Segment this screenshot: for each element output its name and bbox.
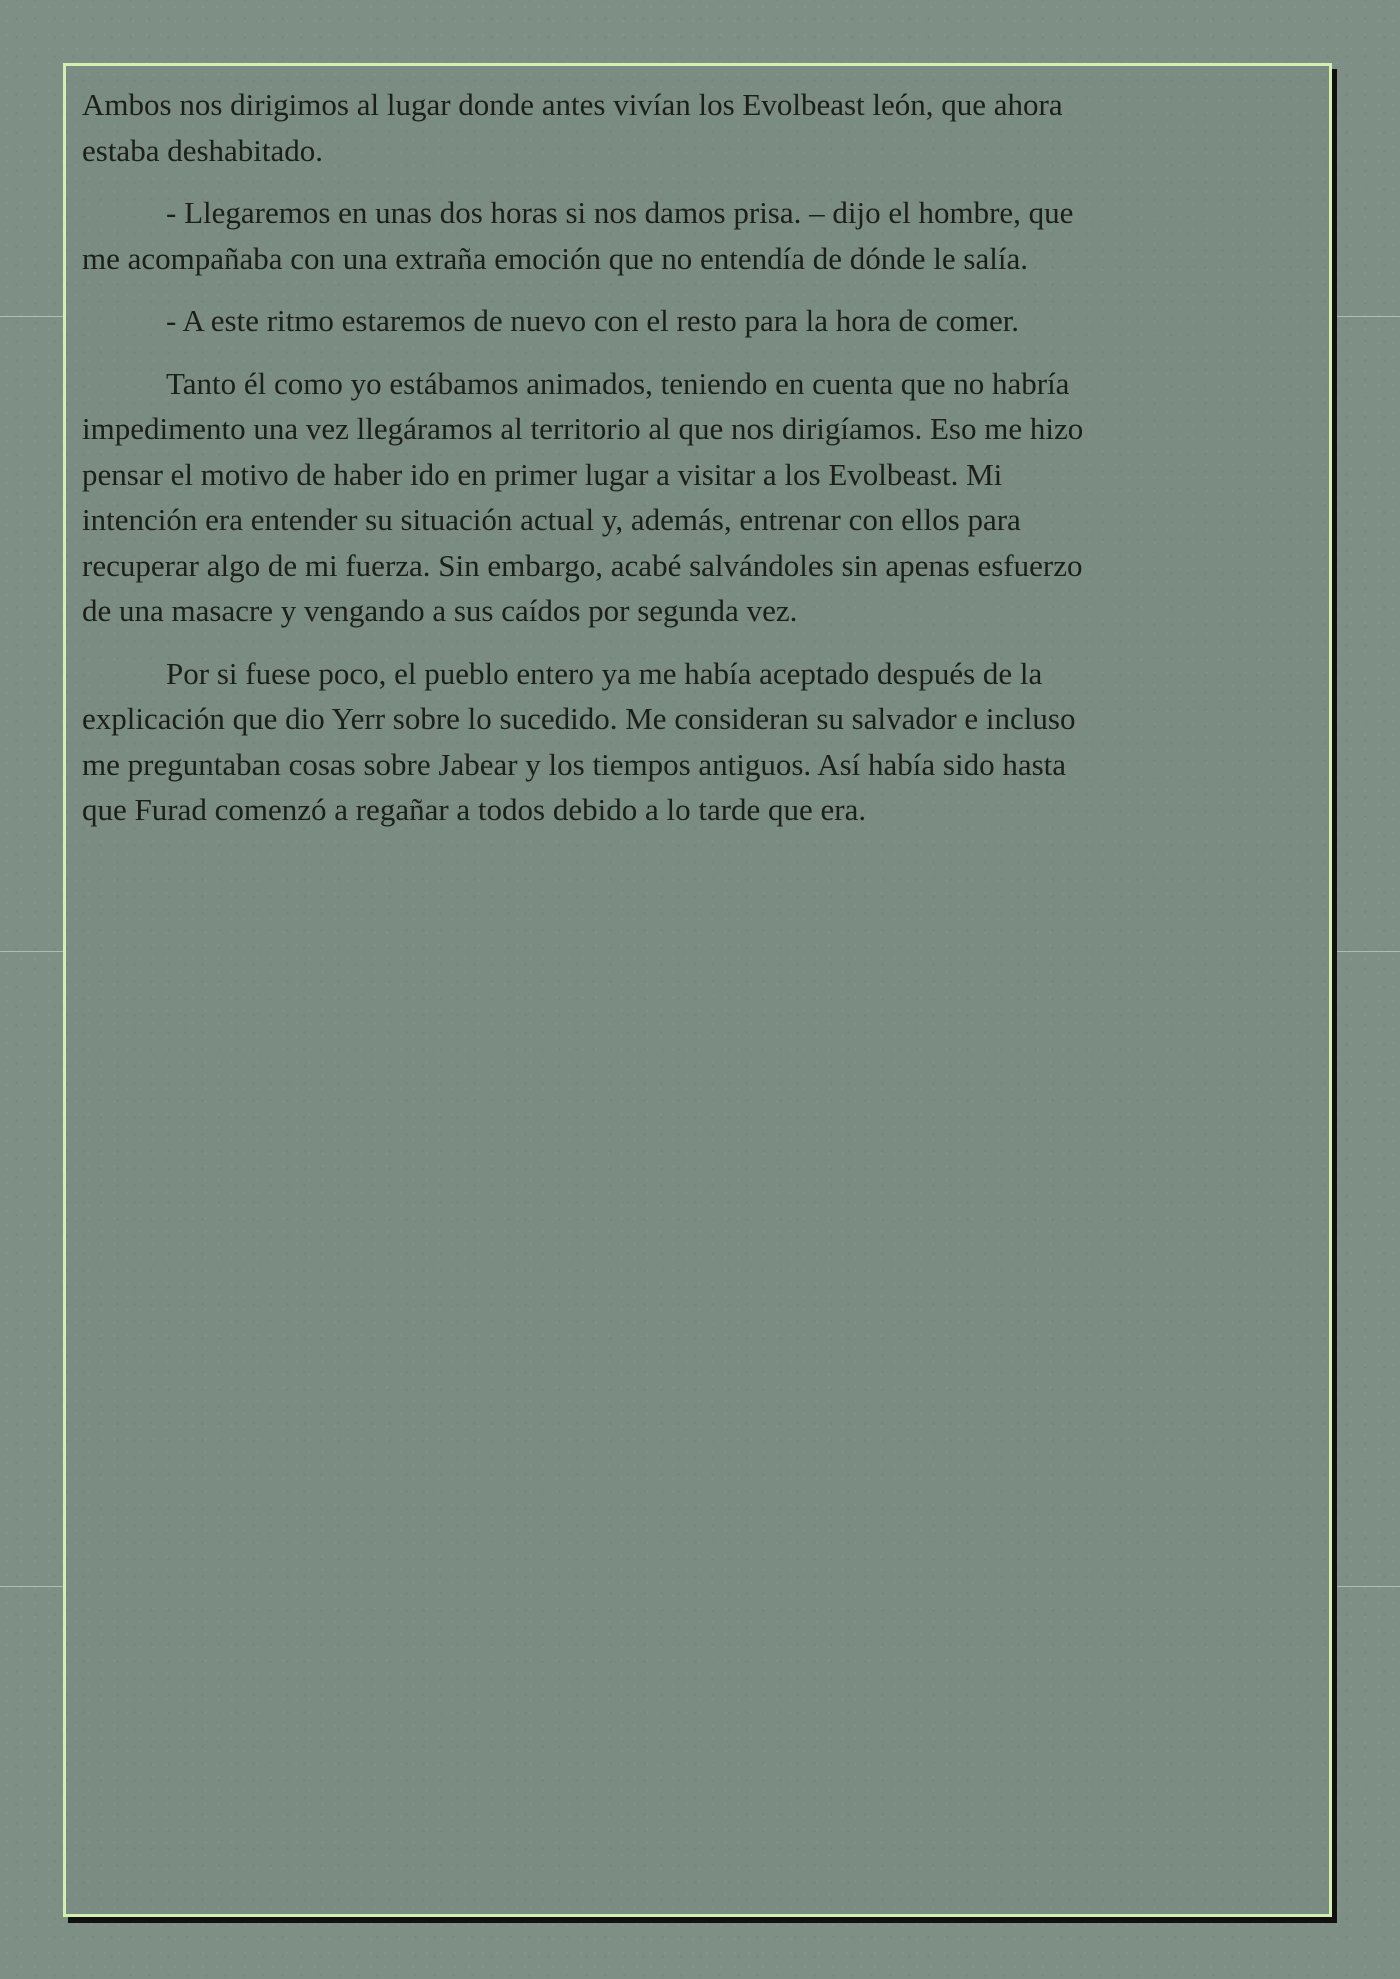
text-line: Por si fuese poco, el pueblo entero ya me había aceptado después de la — [166, 655, 1043, 691]
text-line: recuperar algo de mi fuerza. Sin embargo, acabé salvándoles sin apenas esfuerzo — [82, 547, 1083, 583]
text-line: - A este ritmo estaremos de nuevo con el resto para la hora de comer. — [166, 303, 1020, 338]
text-line: estaba deshabitado. — [82, 132, 324, 168]
text-line: Tanto él como yo estábamos animados, teniendo en cuenta que no habría — [166, 365, 1070, 401]
paragraph-1 — [82, 82, 1282, 173]
text-line: impedimento una vez llegáramos al territorio al que nos dirigíamos. Eso me hizo — [82, 411, 1084, 446]
text-line: Ambos nos dirigimos al lugar donde antes vivían los Evolbeast león, que ahora — [82, 87, 1063, 122]
document-body — [82, 82, 1282, 850]
paragraph-2 — [82, 190, 1282, 281]
paragraph-5 — [82, 651, 1282, 833]
text-line: me acompañaba con una extraña emoción que no entendía de dónde le salía. — [82, 240, 1028, 276]
text-line: intención era entender su situación actual y, además, entrenar con ellos para — [82, 502, 1021, 537]
text-line: me preguntaban cosas sobre Jabear y los tiempos antiguos. Así había sido hasta — [82, 746, 1067, 782]
text-line: que Furad comenzó a regañar a todos debido a lo tarde que era. — [82, 792, 867, 827]
text-line: - Llegaremos en unas dos horas si nos damos prisa. – dijo el hombre, que — [166, 195, 1074, 230]
paragraph-4 — [82, 361, 1282, 634]
text-line: de una masacre y vengando a sus caídos por segunda vez. — [82, 593, 798, 628]
paragraph-3 — [82, 298, 1282, 344]
text-line: pensar el motivo de haber ido en primer lugar a visitar a los Evolbeast. Mi — [82, 456, 1003, 492]
text-line: explicación que dio Yerr sobre lo sucedido. Me consideran su salvador e incluso — [82, 701, 1076, 736]
